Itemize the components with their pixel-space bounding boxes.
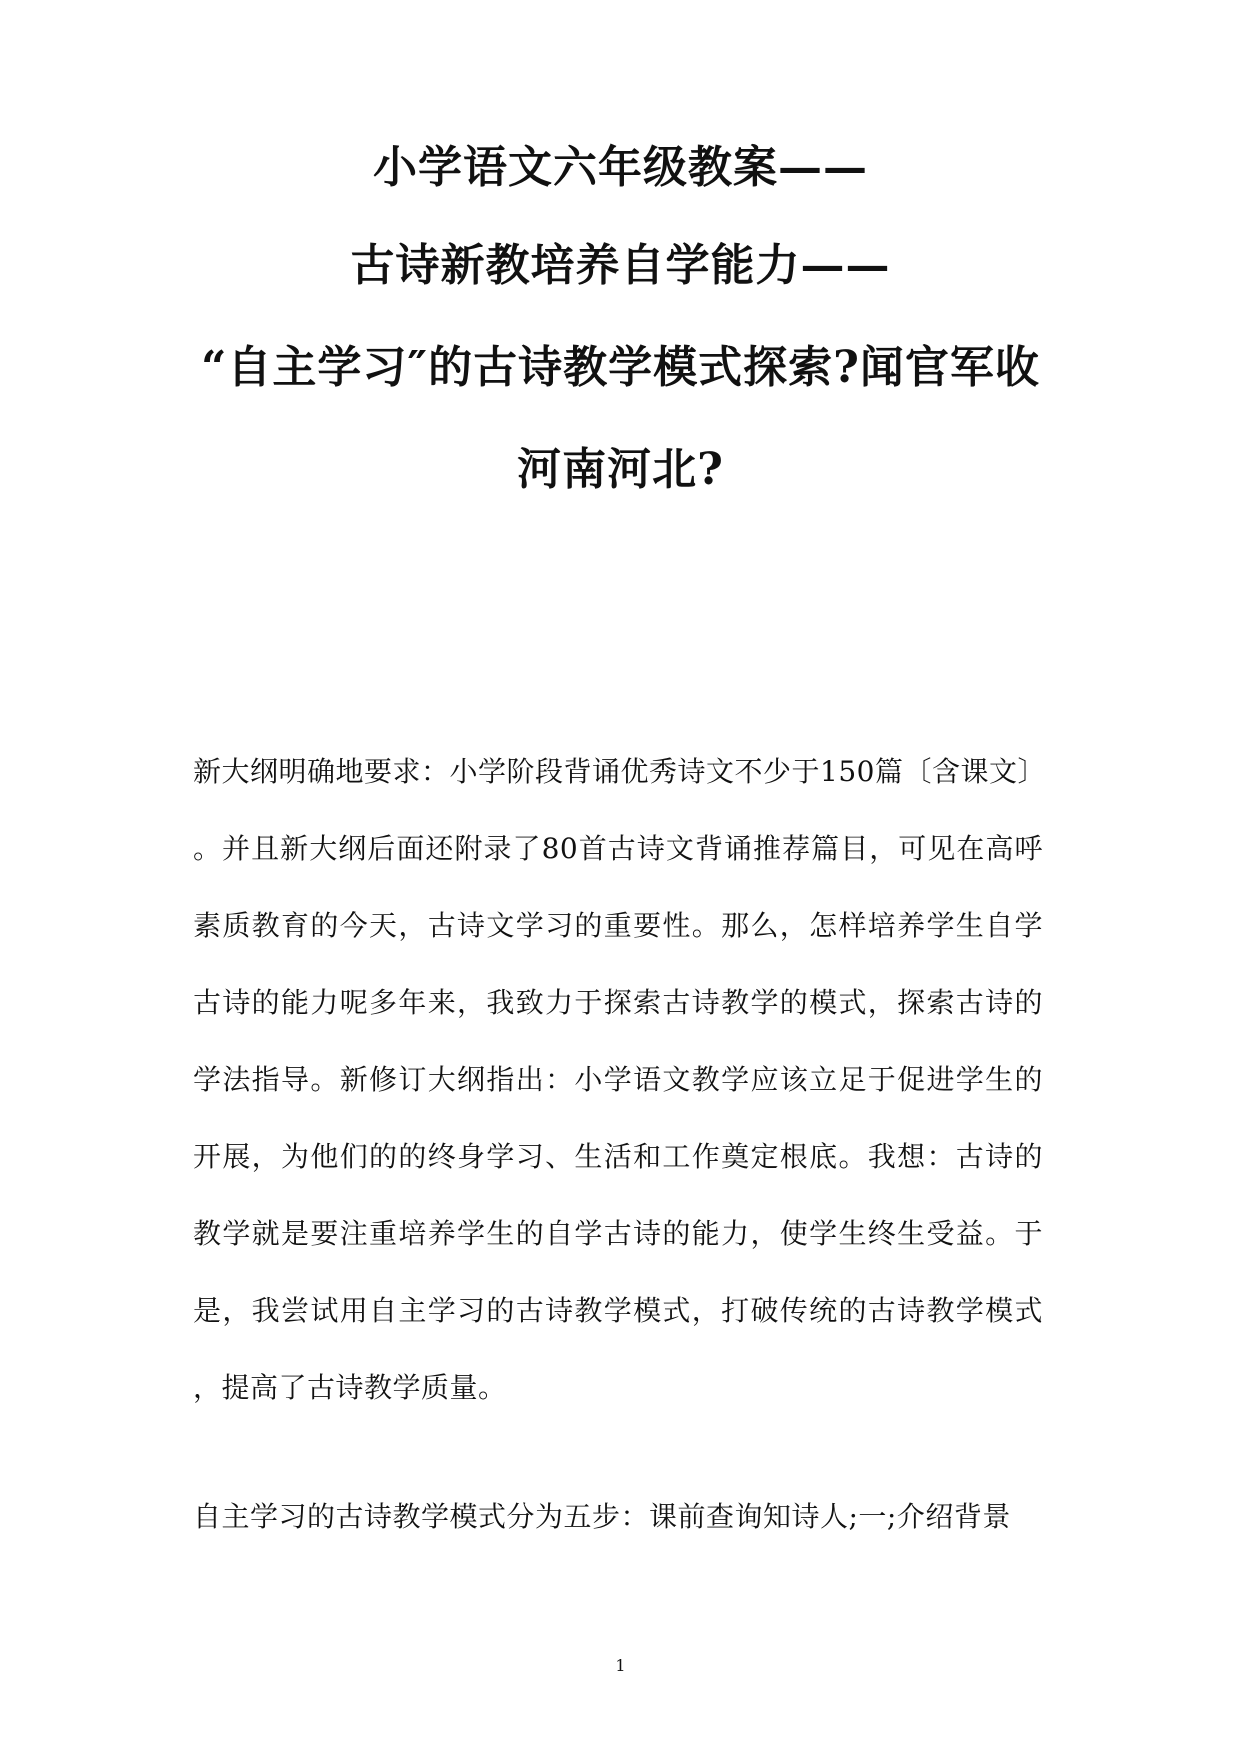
paragraph-1-line: 素质教育的今天，古诗文学习的重要性。那么，怎样培养学生自学 (193, 909, 1043, 942)
paragraph-1-line: ，提高了古诗教学质量。 (193, 1371, 507, 1404)
paragraph-1-line: 学法指导。新修订大纲指出：小学语文教学应该立足于促进学生的 (193, 1063, 1043, 1096)
title-line-3: “自主学习″的古诗教学模式探索?闻官军收 (201, 342, 1040, 393)
title-line-4: 河南河北? (517, 444, 724, 495)
title-line-1: 小学语文六年级教案—— (373, 142, 868, 193)
paragraph-1-line: 新大纲明确地要求：小学阶段背诵优秀诗文不少于150篇〔含课文〕 (193, 755, 1046, 788)
paragraph-1-line: 古诗的能力呢多年来，我致力于探索古诗教学的模式，探索古诗的 (193, 986, 1043, 1019)
title-line-2: 古诗新教培养自学能力—— (350, 240, 891, 291)
paragraph-1-line: 。并且新大纲后面还附录了80首古诗文背诵推荐篇目，可见在高呼 (193, 832, 1043, 865)
page-number: 1 (615, 1656, 626, 1675)
paragraph-1-line: 是，我尝试用自主学习的古诗教学模式，打破传统的古诗教学模式 (193, 1294, 1043, 1327)
paragraph-1-line: 教学就是要注重培养学生的自学古诗的能力，使学生终生受益。于 (193, 1217, 1043, 1250)
paragraph-2-line: 自主学习的古诗教学模式分为五步：课前查询知诗人;一;介绍背景 (193, 1500, 1011, 1533)
paragraph-1-line: 开展，为他们的的终身学习、生活和工作奠定根底。我想：古诗的 (193, 1140, 1043, 1173)
